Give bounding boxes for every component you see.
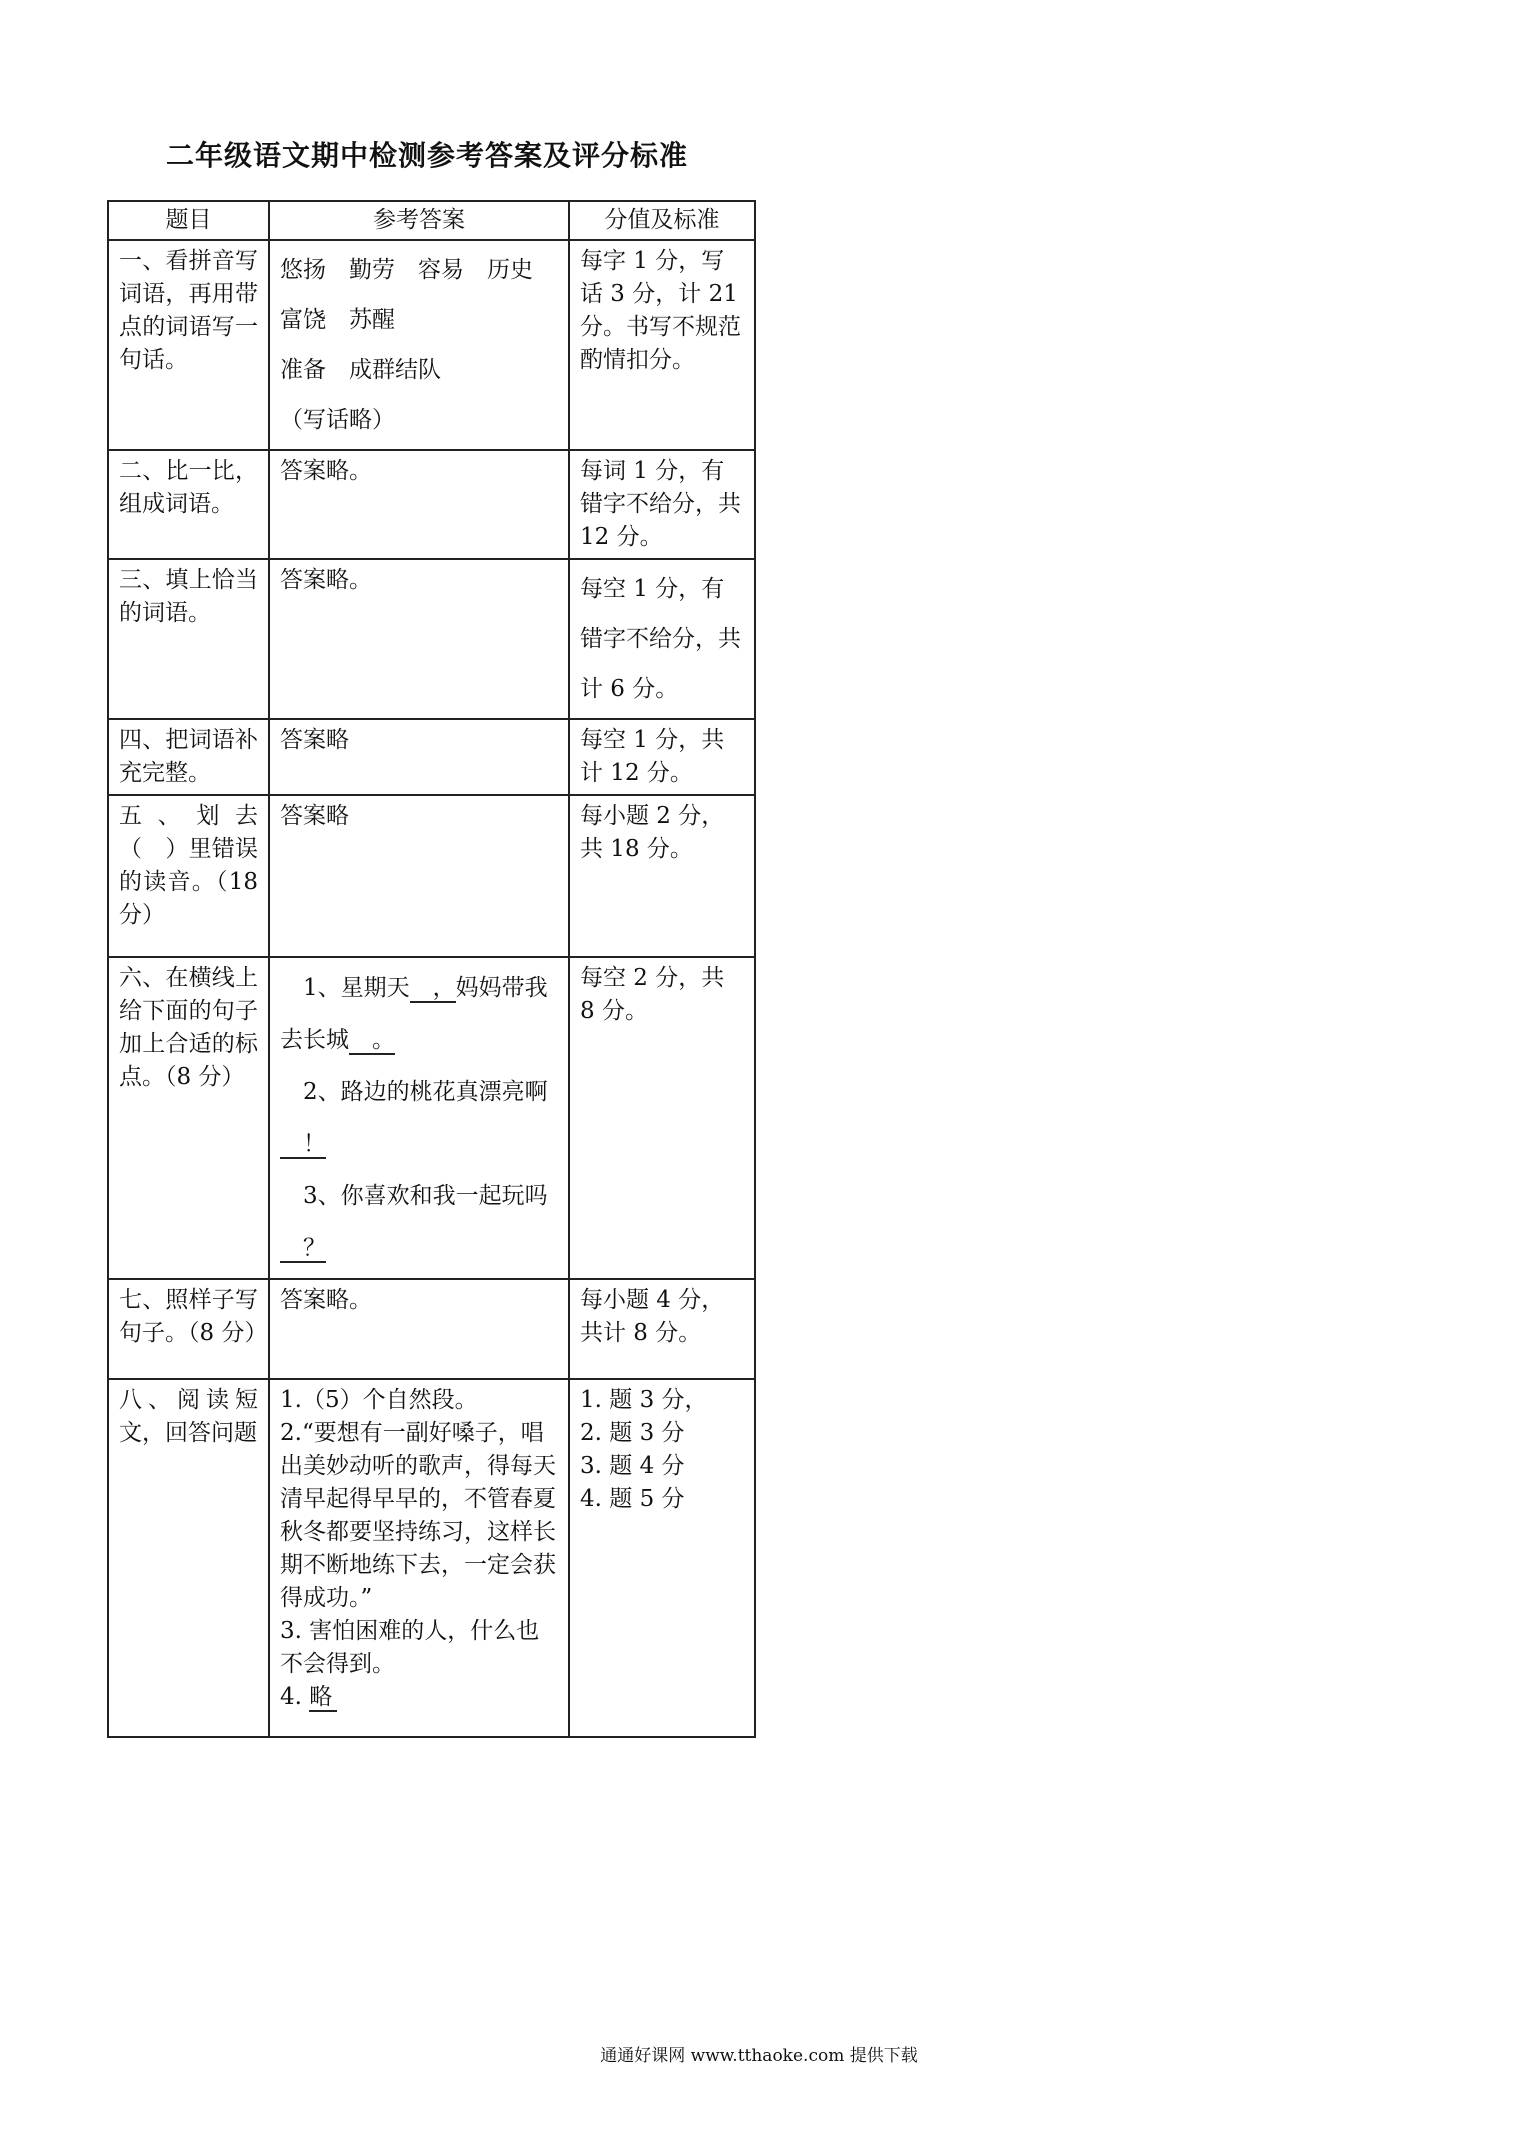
row-8-score-3: 3. 题 4 分 bbox=[580, 1453, 685, 1479]
sentence-1-punct-2: 。 bbox=[349, 1027, 395, 1055]
table-row bbox=[108, 450, 755, 559]
header-answer: 参考答案 bbox=[269, 201, 569, 240]
table-row bbox=[108, 240, 755, 450]
row-3-score: 每空 1 分，有错字不给分，共计 6 分。 bbox=[569, 559, 755, 719]
row-7-answer: 答案略。 bbox=[269, 1279, 569, 1379]
row-8-answer-2: 2.“要想有一副好嗓子，唱出美妙动听的歌声，得每天清早起得早早的，不管春夏秋冬都要坚持练习，这样长期不断地练下去，一定会获得成功。” bbox=[280, 1420, 556, 1611]
header-score: 分值及标准 bbox=[569, 201, 755, 240]
row-4-answer: 答案略 bbox=[269, 719, 569, 795]
sentence-3-punct: ？ bbox=[280, 1235, 326, 1263]
row-8-score-4: 4. 题 5 分 bbox=[580, 1486, 685, 1512]
row-1-answer-line-1: 悠扬 勤劳 容易 历史 富饶 苏醒 bbox=[280, 257, 556, 333]
row-8-score-1: 1. 题 3 分， bbox=[580, 1387, 708, 1413]
row-1-answer-line-3: （写话略） bbox=[280, 407, 395, 433]
row-6-score: 每空 2 分，共 8 分。 bbox=[569, 957, 755, 1279]
sentence-2 bbox=[280, 1066, 558, 1170]
sentence-1-punct-1: ， bbox=[410, 975, 456, 1003]
row-8-answer-4-prefix: 4. bbox=[280, 1684, 302, 1710]
table-row bbox=[108, 559, 755, 719]
row-1-topic: 一、看拼音写词语，再用带点的词语写一句话。 bbox=[108, 240, 269, 450]
row-4-score: 每空 1 分，共计 12 分。 bbox=[569, 719, 755, 795]
row-8-answer-4-value: 略 bbox=[309, 1684, 337, 1712]
answer-table bbox=[107, 200, 756, 1738]
table-header-row bbox=[108, 201, 755, 240]
table-row bbox=[108, 957, 755, 1279]
row-1-answer-line-2: 准备 成群结队 bbox=[280, 357, 441, 383]
row-1-score: 每字 1 分，写话 3 分，计 21 分。书写不规范酌情扣分。 bbox=[569, 240, 755, 450]
row-5-score: 每小题 2 分，共 18 分。 bbox=[569, 795, 755, 957]
sentence-1-text-a: 1、星期天 bbox=[303, 975, 410, 1001]
table-row bbox=[108, 795, 755, 957]
row-3-topic: 三、填上恰当的词语。 bbox=[108, 559, 269, 719]
row-5-topic: 五、划去（ ）里错误的读音。（18 分） bbox=[108, 795, 269, 957]
row-2-score: 每词 1 分，有错字不给分，共 12 分。 bbox=[569, 450, 755, 559]
row-7-score: 每小题 4 分，共计 8 分。 bbox=[569, 1279, 755, 1379]
row-1-answer bbox=[269, 240, 569, 450]
row-8-score-2: 2. 题 3 分 bbox=[580, 1420, 685, 1446]
sentence-2-text: 2、路边的桃花真漂亮啊 bbox=[303, 1079, 548, 1105]
document-title: 二年级语文期中检测参考答案及评分标准 bbox=[166, 139, 689, 172]
table-row bbox=[108, 719, 755, 795]
header-topic: 题目 bbox=[108, 201, 269, 240]
page-footer: 通通好课网 www.tthaoke.com 提供下载 bbox=[600, 2046, 918, 2066]
sentence-3 bbox=[280, 1170, 558, 1274]
row-3-answer: 答案略。 bbox=[269, 559, 569, 719]
row-8-answer-3: 3. 害怕困难的人，什么也不会得到。 bbox=[280, 1618, 540, 1677]
row-2-topic: 二、比一比，组成词语。 bbox=[108, 450, 269, 559]
row-8-score bbox=[569, 1379, 755, 1737]
sentence-2-punct: ！ bbox=[280, 1131, 326, 1159]
row-8-topic: 八、阅读短文，回答问题 bbox=[108, 1379, 269, 1737]
row-7-topic: 七、照样子写句子。（8 分） bbox=[108, 1279, 269, 1379]
sentence-3-text: 3、你喜欢和我一起玩吗 bbox=[303, 1183, 548, 1209]
table-row bbox=[108, 1279, 755, 1379]
row-8-answer bbox=[269, 1379, 569, 1737]
row-8-answer-4 bbox=[280, 1681, 558, 1714]
table-row bbox=[108, 1379, 755, 1737]
sentence-1-text-b: 妈妈带我去长城 bbox=[280, 975, 548, 1053]
row-6-topic: 六、在横线上给下面的句子加上合适的标点。（8 分） bbox=[108, 957, 269, 1279]
sentence-1 bbox=[280, 962, 558, 1066]
row-5-answer: 答案略 bbox=[269, 795, 569, 957]
row-4-topic: 四、把词语补充完整。 bbox=[108, 719, 269, 795]
row-8-answer-1: 1.（5）个自然段。 bbox=[280, 1387, 478, 1413]
row-6-answer bbox=[269, 957, 569, 1279]
row-2-answer: 答案略。 bbox=[269, 450, 569, 559]
